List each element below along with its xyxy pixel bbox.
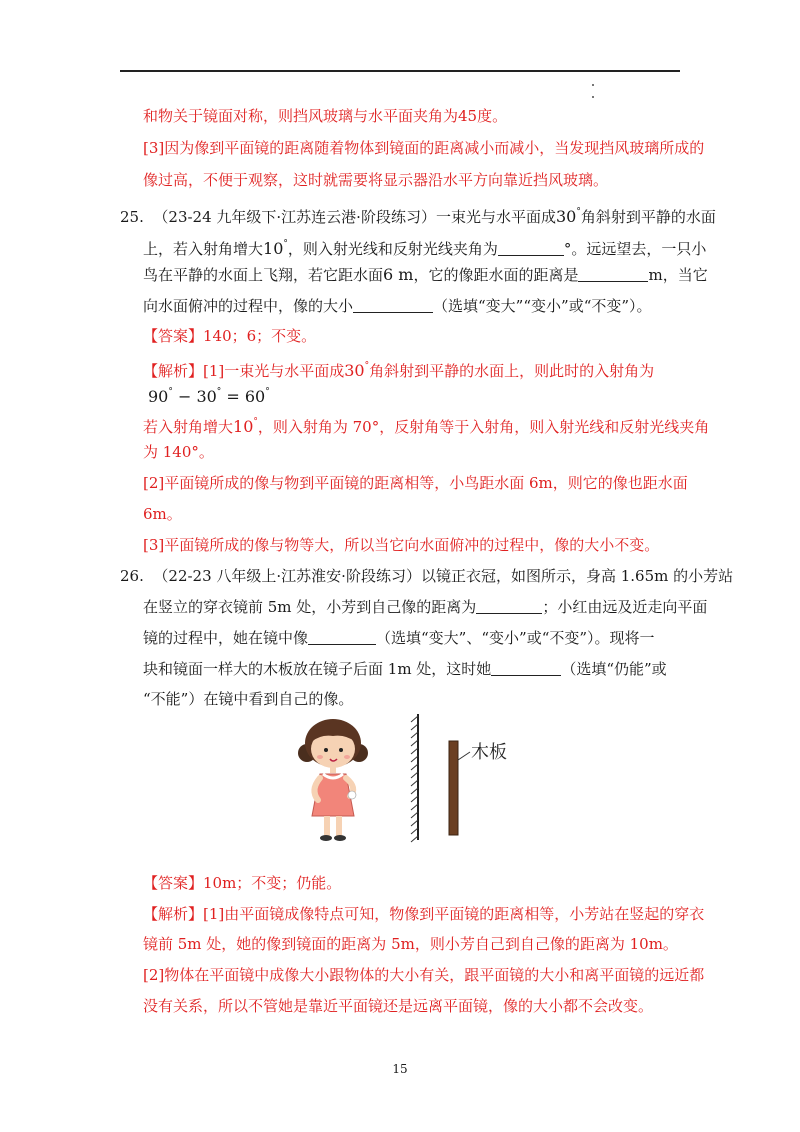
question-25-explanation-3: 为 140°。 bbox=[143, 443, 214, 461]
wooden-board bbox=[449, 741, 458, 835]
explanation-text-1a: 【解析】[1]一束光与水平面成 bbox=[143, 362, 345, 380]
question-26-explanation-1: 【解析】[1]由平面镜成像特点可知，物像到平面镜的距离相等，小芳站在竖起的穿衣 bbox=[143, 905, 705, 923]
question-25-text-3c: ，它的像距水面的距离是 bbox=[413, 266, 579, 284]
mirror-figure bbox=[290, 708, 530, 853]
degree-symbol: ° bbox=[283, 239, 288, 249]
question-26-text-3b: （选填“变大”、“变小”或“不变”）。现将一 bbox=[376, 629, 655, 647]
question-25-explanation-6: [3]平面镜所成的像与物等大，所以当它向水面俯冲的过程中，像的大小不变。 bbox=[143, 536, 660, 554]
question-26-text-2a: 在竖立的穿衣镜前 5m 处，小芳到自己像的距离为 bbox=[143, 598, 477, 616]
question-25-text-3a: 鸟在平静的水面上飞翔，若它距水面 bbox=[143, 266, 384, 284]
question-25-text-2d: °。远远望去，一只小 bbox=[563, 240, 707, 258]
distance-6m: 6 m bbox=[383, 265, 414, 284]
question-25-answer: 【答案】140；6；不变。 bbox=[143, 327, 317, 345]
question-25-text-2c: ，则入射光线和反射光线夹角为 bbox=[287, 240, 498, 258]
question-26-explanation-2: 镜前 5m 处，她的像到镜面的距离为 5m，则小芳自己到自己像的距离为 10m。 bbox=[143, 935, 678, 953]
question-26-explanation-3: [2]物体在平面镜中成像大小跟物体的大小有关，跟平面镜的大小和离平面镜的远近都 bbox=[143, 966, 705, 984]
question-26-text-4b: （选填“仍能”或 bbox=[561, 660, 667, 678]
angle-30: 30 bbox=[344, 361, 365, 380]
question-26-line-2 bbox=[143, 597, 707, 617]
page-number: 15 bbox=[392, 1062, 408, 1076]
question-26-answer: 【答案】10m；不变；仍能。 bbox=[143, 874, 342, 892]
question-25-line-4 bbox=[143, 296, 652, 316]
angle-10: 10 bbox=[263, 239, 284, 258]
question-26-explanation-4: 没有关系，所以不管她是靠近平面镜还是远离平面镜，像的大小都不会改变。 bbox=[143, 997, 654, 1015]
explanation-text-2a: 若入射角增大 bbox=[143, 418, 234, 436]
question-25-line-1 bbox=[120, 202, 716, 227]
explanation-text-2c: ，则入射角为 70°，反射角等于入射角，则入射光线和反射光线夹角 bbox=[257, 418, 710, 436]
question-26-text-1: （22-23 八年级上·江苏淮安·阶段练习）以镜正衣冠，如图所示，身高 1.65m 的小芳站 bbox=[153, 567, 734, 585]
prev-solution-line-3: 像过高，不便于观察，这时就需要将显示器沿水平方向靠近挡风玻璃。 bbox=[143, 171, 609, 189]
question-25-number: 25. bbox=[120, 208, 144, 226]
mirror-line bbox=[411, 714, 418, 842]
question-26-text-4a: 块和镜面一样大的木板放在镜子后面 1m 处，这时她 bbox=[143, 660, 492, 678]
question-26-number: 26. bbox=[120, 567, 144, 585]
question-25-text-1c: 角斜射到平静的水面 bbox=[580, 208, 716, 226]
question-26-text-3a: 镜的过程中，她在镜中像 bbox=[143, 629, 309, 647]
girl-illustration bbox=[298, 719, 368, 841]
question-26-line-4 bbox=[143, 659, 667, 679]
explanation-text-1c: 角斜射到平静的水面上，则此时的入射角为 bbox=[369, 362, 655, 380]
board-pointer-line bbox=[458, 752, 470, 760]
question-26-line-5: “不能”）在镜中看到自己的像。 bbox=[143, 690, 354, 708]
answer-blank-3[interactable] bbox=[353, 298, 433, 313]
question-25-explanation-4: [2]平面镜所成的像与物到平面镜的距离相等，小鸟距水面 6m，则它的像也距水面 bbox=[143, 474, 688, 492]
question-25-line-3 bbox=[143, 265, 708, 285]
question-25-explanation-2 bbox=[143, 412, 709, 437]
board-label: 木板 bbox=[471, 742, 507, 763]
prev-solution-line-1: 和物关于镜面对称，则挡风玻璃与水平面夹角为45度。 bbox=[143, 107, 508, 125]
question-25-text-4a: 向水面俯冲的过程中，像的大小 bbox=[143, 297, 354, 315]
question-25-explanation-5: 6m。 bbox=[143, 505, 182, 523]
answer-blank-6[interactable] bbox=[491, 661, 561, 676]
question-25-text-2a: 上，若入射角增大 bbox=[143, 240, 264, 258]
question-26-line-1 bbox=[120, 566, 733, 586]
question-25-text-3d: m，当它 bbox=[648, 266, 708, 284]
header-dots bbox=[591, 80, 595, 106]
question-25-formula: 90° − 30° = 60° bbox=[148, 387, 270, 406]
angle-10: 10 bbox=[233, 417, 254, 436]
degree-symbol: ° bbox=[576, 207, 581, 217]
question-25-text-4b: （选填“变大”“变小”或“不变”）。 bbox=[433, 297, 652, 315]
answer-blank-2[interactable] bbox=[578, 267, 648, 282]
answer-blank-1[interactable] bbox=[498, 241, 564, 256]
question-25-line-2 bbox=[143, 234, 706, 259]
question-26-line-3 bbox=[143, 628, 655, 648]
answer-blank-4[interactable] bbox=[476, 599, 542, 614]
question-25-source-text: （23-24 九年级下·江苏连云港·阶段练习）一束光与水平面成 bbox=[153, 208, 556, 226]
figure-illustration bbox=[290, 708, 530, 853]
angle-30: 30 bbox=[555, 207, 577, 226]
answer-blank-5[interactable] bbox=[308, 630, 376, 645]
question-25-explanation-1 bbox=[143, 356, 654, 381]
question-26-text-2b: ；小红由远及近走向平面 bbox=[542, 598, 708, 616]
degree-symbol: ° bbox=[253, 417, 258, 427]
degree-symbol: ° bbox=[364, 361, 370, 371]
header-rule bbox=[120, 70, 680, 72]
prev-solution-line-2: [3]因为像到平面镜的距离随着物体到镜面的距离减小而减小，当发现挡风玻璃所成的 bbox=[143, 139, 705, 157]
